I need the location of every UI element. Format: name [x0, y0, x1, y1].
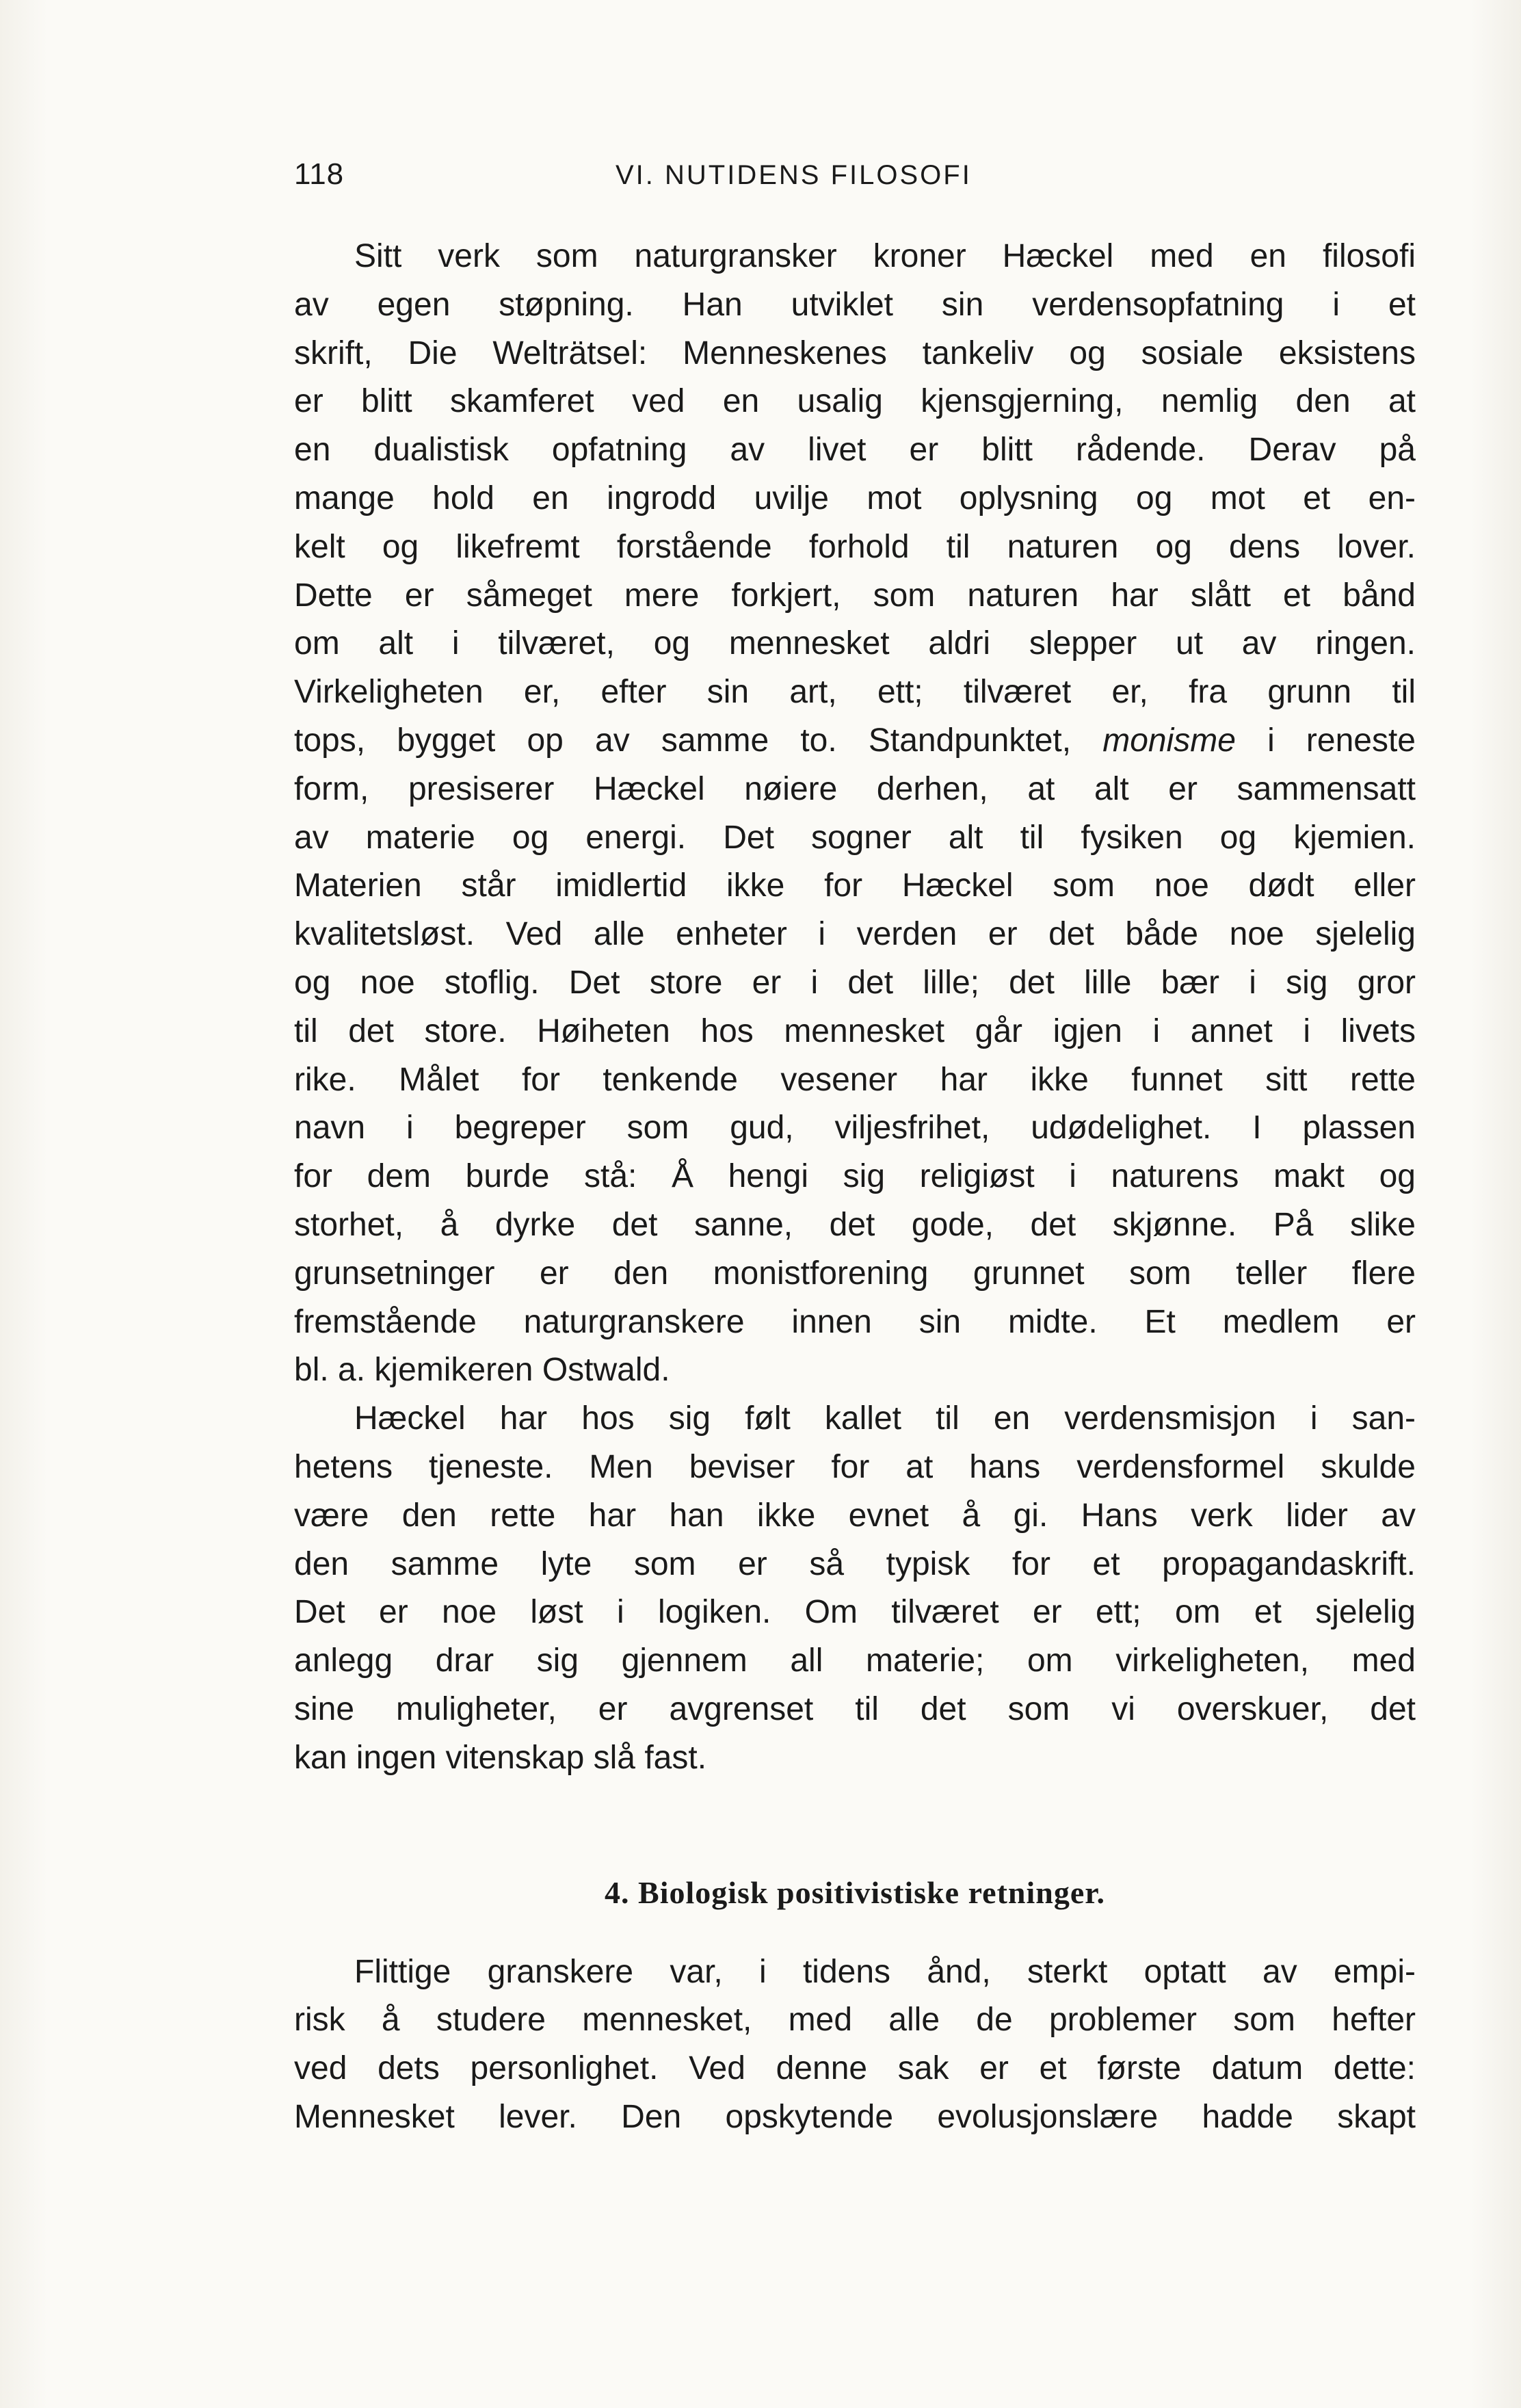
text-line: hetens tjeneste. Men beviser for at hans verdensformel skulde — [294, 1448, 1416, 1485]
text-line: Dette er såmeget mere forkjert, som naturen har slått et bånd — [294, 577, 1416, 614]
page-number: 118 — [294, 157, 345, 191]
body-text — [294, 233, 1416, 2142]
text-line: sine muligheter, er avgrenset til det som vi overskuer, det — [294, 1690, 1416, 1727]
text-line: Materien står imidlertid ikke for Hæckel som noe dødt eller — [294, 867, 1416, 904]
text-line: Flittige granskere var, i tidens ånd, sterkt optatt av empi- — [354, 1953, 1416, 1990]
text-line: rike. Målet for tenkende vesener har ikke funnet sitt rette — [294, 1061, 1416, 1098]
text-line: og noe stoflig. Det store er i det lille; det lille bær i sig gror — [294, 964, 1416, 1001]
text-line: skrift, Die Welträtsel: Menneskenes tankeliv og sosiale eksistens — [294, 335, 1416, 371]
paragraph-haeckel-philosophy — [294, 233, 1416, 1395]
text-line: er blitt skamferet ved en usalig kjensgjerning, nemlig den at — [294, 383, 1416, 420]
text-line: navn i begreper som gud, viljesfrihet, udødelighet. I plassen — [294, 1110, 1416, 1147]
text-line: kan ingen vitenskap slå fast. — [294, 1739, 707, 1776]
text-line: form, presiserer Hæckel nøiere derhen, at alt er sammensatt — [294, 770, 1416, 807]
text-line: kelt og likefremt forstående forhold til naturen og dens lover. — [294, 528, 1416, 565]
text-line: av egen støpning. Han utviklet sin verdensopfatning i et — [294, 286, 1416, 323]
text-line: Mennesket lever. Den opskytende evolusjonslære hadde skapt — [294, 2098, 1416, 2135]
text-line: en dualistisk opfatning av livet er blitt rådende. Derav på — [294, 432, 1416, 469]
text-line: den samme lyte som er så typisk for et propagandaskrift. — [294, 1545, 1416, 1582]
italic-term: monisme — [1102, 722, 1236, 759]
running-head: VI. NUTIDENS FILOSOFI — [616, 160, 972, 190]
text-line: for dem burde stå: Å hengi sig religiøst i naturens makt og — [294, 1158, 1416, 1195]
section-heading: 4. Biologisk positivistiske retninger. — [605, 1874, 1105, 1910]
text-line: storhet, å dyrke det sanne, det gode, det skjønne. På slike — [294, 1206, 1416, 1243]
text-line: bl. a. kjemikeren Ostwald. — [294, 1352, 670, 1389]
text-line: Hæckel har hos sig følt kallet til en verdensmisjon i san- — [354, 1400, 1416, 1437]
text-line: Det er noe løst i logiken. Om tilværet er ett; om et sjelelig — [294, 1594, 1416, 1631]
text-line: ved dets personlighet. Ved denne sak er et første datum dette: — [294, 2050, 1416, 2087]
text-line: fremstående naturgranskere innen sin midte. Et medlem er — [294, 1303, 1416, 1340]
text-line-monisme: tops, bygget op av samme to. Standpunktet, monisme i reneste — [294, 722, 1416, 759]
text-line: være den rette har han ikke evnet å gi. Hans verk lider av — [294, 1497, 1416, 1534]
spacer — [294, 1783, 1416, 1869]
text-line: grunsetninger er den monistforening grunnet som teller flere — [294, 1255, 1416, 1292]
text-line: Virkeligheten er, efter sin art, ett; tilværet er, fra grunn til — [294, 674, 1416, 711]
page-header — [294, 157, 1416, 198]
text-line: risk å studere mennesket, med alle de problemer som hefter — [294, 2002, 1416, 2039]
spacer — [294, 1917, 1416, 1948]
text-line: av materie og energi. Det sogner alt til fysiken og kjemien. — [294, 819, 1416, 856]
paragraph-biological-positivism — [294, 1948, 1416, 2142]
text-line: anlegg drar sig gjennem all materie; om virkeligheten, med — [294, 1643, 1416, 1679]
paragraph-haeckel-critique — [294, 1395, 1416, 1782]
text-line: kvalitetsløst. Ved alle enheter i verden er det både noe sjelelig — [294, 916, 1416, 953]
text-line: mange hold en ingrodd uvilje mot oplysning og mot et en- — [294, 480, 1416, 516]
text-line: Sitt verk som naturgransker kroner Hæckel med en filosofi — [354, 238, 1416, 274]
text-line: om alt i tilværet, og mennesket aldri slepper ut av ringen. — [294, 625, 1416, 662]
text-line: til det store. Høiheten hos mennesket går igjen i annet i livets — [294, 1012, 1416, 1049]
